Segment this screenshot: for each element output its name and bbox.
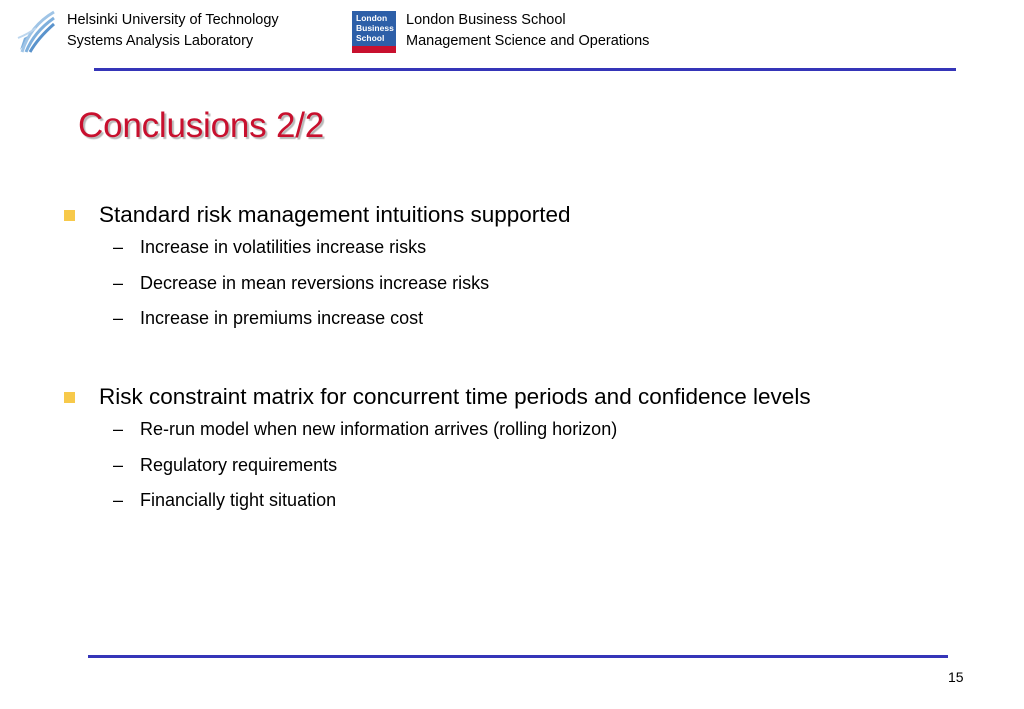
lbs-logo-line2: Business [356, 23, 394, 33]
dash-marker: – [113, 419, 124, 439]
bullet-text: Standard risk management intuitions supported [99, 202, 571, 227]
bullet-text: Risk constraint matrix for concurrent time periods and confidence levels [99, 384, 811, 409]
sub-bullet-text: Increase in premiums increase cost [140, 308, 424, 328]
header-left-institution [67, 10, 279, 52]
header-right-institution [406, 10, 649, 52]
dash-marker: – [113, 454, 124, 475]
dash-marker: – [113, 272, 124, 293]
header-right-line2: Management Science and Operations [406, 33, 650, 49]
sub-bullet-text: Decrease in mean reversions increase risks [140, 272, 490, 293]
lbs-logo-line1: London [356, 13, 388, 23]
sub-bullet-text: Regulatory requirements [140, 454, 338, 475]
dash-marker: – [113, 490, 124, 510]
footer-divider [88, 655, 948, 658]
lbs-logo [352, 11, 396, 53]
bullet-square-icon [64, 210, 75, 221]
hut-logo-icon [16, 8, 56, 54]
header-right-line1: London Business School [406, 12, 566, 28]
header-left-line2: Systems Analysis Laboratory [67, 33, 254, 49]
page-number: 15 [948, 669, 964, 685]
slide-title: Conclusions 2/2 [78, 106, 325, 145]
bullet-square-icon [64, 392, 75, 403]
sub-bullet-text: Re-run model when new information arrives (rolling horizon) [140, 419, 618, 439]
header-left-line1: Helsinki University of Technology [67, 12, 279, 28]
lbs-logo-red-bar [352, 46, 396, 53]
sub-bullet-text: Financially tight situation [140, 490, 337, 510]
sub-bullet-text: Increase in volatilities increase risks [140, 237, 427, 257]
header-divider [94, 68, 956, 71]
lbs-logo-line3: School [356, 33, 385, 43]
dash-marker: – [113, 237, 124, 257]
dash-marker: – [113, 308, 124, 328]
